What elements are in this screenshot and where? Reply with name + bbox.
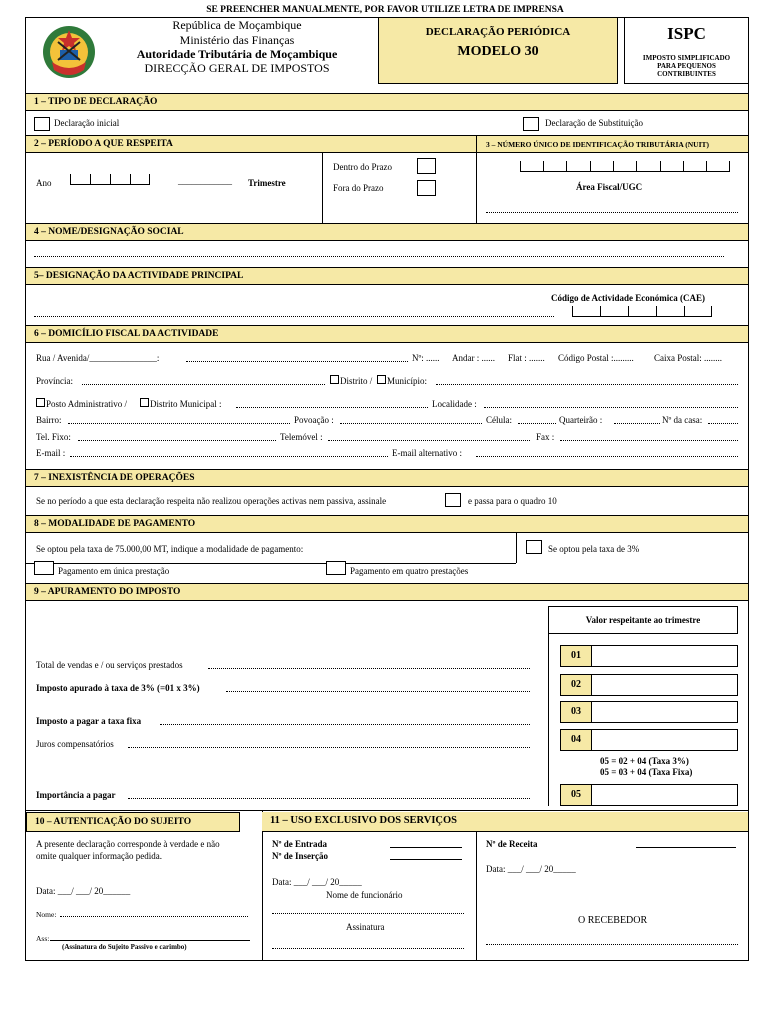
ispc-title: ISPC <box>667 24 706 43</box>
line-01-number: 01 <box>560 645 592 667</box>
mobile-field[interactable] <box>328 440 530 441</box>
section-11-title-box <box>262 812 748 832</box>
quarter-value-label: Valor respeitante ao trimestre <box>585 615 701 625</box>
no-operations-text2: e passa para o quadro 10 <box>468 496 557 506</box>
quarter-value-header <box>548 606 738 634</box>
email-label: E-mail : <box>36 448 66 458</box>
line-05-number: 05 <box>560 784 592 806</box>
tax-3pct-leader <box>226 691 530 692</box>
line-03-number: 03 <box>560 701 592 723</box>
section-10-title: 10 – AUTENTICAÇÃO DO SUJEITO <box>35 817 192 827</box>
section-8-title: 8 – MODALIDADE DE PAGAMENTO <box>26 515 748 533</box>
interest-label: Juros compensatórios <box>36 739 114 749</box>
header-republic: República de Moçambique <box>172 18 302 32</box>
village-label: Povoação : <box>294 415 334 425</box>
bottom-rule <box>26 810 748 811</box>
section-8-divider <box>516 533 517 563</box>
admin-post-field[interactable] <box>236 407 428 408</box>
phone-label: Tel. Fixo: <box>36 432 71 442</box>
subject-date[interactable]: Data: ___/ ___/ 20______ <box>36 886 131 896</box>
fixed-tax-leader <box>160 724 530 725</box>
section-7-title: 7 – INEXISTÊNCIA DE OPERAÇÕES <box>26 469 748 487</box>
amount-payable-label: Importância a pagar <box>36 790 116 800</box>
year-label: Ano <box>36 178 52 188</box>
entry-number-field[interactable] <box>390 847 462 848</box>
locality-label: Localidade : <box>432 399 477 409</box>
line-02-number: 02 <box>560 674 592 696</box>
header-ministry: Ministério das Finanças <box>179 33 295 47</box>
officer-name-label: Nome de funcionário <box>326 890 403 900</box>
section-11-divider <box>476 832 477 961</box>
section-2-divider <box>322 153 323 223</box>
total-sales-label: Total de vendas e / ou serviços prestados <box>36 660 183 670</box>
district-label: Distrito / <box>340 376 373 386</box>
section-3-title: 3 – NÚMERO ÚNICO DE IDENTIFICAÇÃO TRIBUTÁRIA (NUIT) <box>486 140 710 149</box>
section-10-title-box <box>26 812 240 832</box>
subject-name-label: Nome: <box>36 910 57 919</box>
on-time-label: Dentro do Prazo <box>333 162 392 172</box>
admin-post-checkbox[interactable] <box>36 398 45 407</box>
line-01-value[interactable] <box>592 645 738 667</box>
substitution-declaration-label: Declaração de Substituição <box>545 118 643 128</box>
line-04-number: 04 <box>560 729 592 751</box>
declaration-title: DECLARAÇÃO PERIÓDICA <box>425 26 571 38</box>
house-number-label: Nº da casa: <box>662 415 703 425</box>
tax-3pct-label: Imposto apurado à taxa de 3% (=01 x 3%) <box>36 683 200 693</box>
rate-3pct-label: Se optou pela taxa de 3% <box>548 544 640 554</box>
receipt-number-label: Nº de Receita <box>486 839 538 849</box>
services-date[interactable]: Data: ___/ ___/ 20_____ <box>272 877 362 887</box>
municipality-field[interactable] <box>436 384 738 385</box>
fiscal-area-label: Área Fiscal/UGC <box>576 182 643 192</box>
alt-email-label: E-mail alternativo : <box>392 448 462 458</box>
municipality-checkbox[interactable] <box>377 375 386 384</box>
single-payment-label: Pagamento em única prestação <box>58 566 170 576</box>
floor-label: Andar : ...... <box>452 353 495 363</box>
no-operations-checkbox[interactable] <box>445 493 461 507</box>
formula-fixed: 05 = 03 + 04 (Taxa Fixa) <box>600 767 693 777</box>
substitution-declaration-checkbox[interactable] <box>523 117 539 131</box>
on-time-checkbox[interactable] <box>417 158 436 174</box>
year-input[interactable] <box>70 174 150 185</box>
officer-signature-field[interactable] <box>272 948 464 949</box>
section-6-title: 6 – DOMICÍLIO FISCAL DA ACTIVIDADE <box>26 325 748 343</box>
authentication-text-2: omite qualquer informação pedida. <box>36 851 162 861</box>
block-field[interactable] <box>614 423 660 424</box>
fax-field[interactable] <box>560 440 738 441</box>
mobile-label: Telemóvel : <box>280 432 323 442</box>
single-payment-checkbox[interactable] <box>34 561 54 575</box>
flat-label: Flat : ....... <box>508 353 545 363</box>
cell-field[interactable] <box>518 423 556 424</box>
ispc-sub2: PARA PEQUENOS <box>657 62 716 70</box>
section-2-3-divider <box>476 135 477 223</box>
name-field[interactable] <box>34 256 724 257</box>
receiver-signature-field[interactable] <box>486 944 738 945</box>
four-payments-checkbox[interactable] <box>326 561 346 575</box>
section-2-title: 2 – PERÍODO A QUE RESPEITA <box>34 139 173 149</box>
initial-declaration-checkbox[interactable] <box>34 117 50 131</box>
receipt-date[interactable]: Data: ___/ ___/ 20_____ <box>486 864 576 874</box>
rate-3pct-checkbox[interactable] <box>526 540 542 554</box>
district-checkbox[interactable] <box>330 375 339 384</box>
fiscal-area-field[interactable] <box>486 212 738 213</box>
street-label: Rua / Avenida/_______________: <box>36 353 160 363</box>
postal-code-label: Código Postal :......... <box>558 353 634 363</box>
municipal-district-label: Distrito Municipal : <box>150 399 222 409</box>
cae-label: Código de Actividade Económica (CAE) <box>551 293 705 303</box>
province-label: Província: <box>36 376 73 386</box>
cae-input[interactable] <box>572 306 712 317</box>
municipal-district-checkbox[interactable] <box>140 398 149 407</box>
ispc-sub1: IMPOSTO SIMPLIFICADO <box>642 54 731 62</box>
no-operations-text: Se no período a que esta declaração respeita não realizou operações activas nem passiva, assinale <box>36 496 387 506</box>
line-05-value[interactable] <box>592 784 738 806</box>
activity-field[interactable] <box>34 316 554 317</box>
subject-signature-field[interactable] <box>50 940 250 941</box>
subject-signature-caption: (Assinatura do Sujeito Passivo e carimbo) <box>62 943 187 951</box>
section-10-11-divider <box>262 810 263 961</box>
province-field[interactable] <box>82 384 325 385</box>
number-label: Nº: ...... <box>412 353 440 363</box>
nuit-input[interactable] <box>520 161 730 172</box>
total-sales-leader <box>208 668 530 669</box>
section-9-divider <box>548 634 549 806</box>
receipt-number-field[interactable] <box>636 847 736 848</box>
subject-name-field[interactable] <box>60 916 248 917</box>
insertion-number-label: Nº de Inserção <box>272 851 328 861</box>
neighbourhood-field[interactable] <box>68 423 290 424</box>
street-field[interactable] <box>186 361 408 362</box>
ispc-sub3: CONTRIBUINTES <box>657 70 716 78</box>
subject-signature-label: Ass: <box>36 934 50 943</box>
line-02-value[interactable] <box>592 674 738 696</box>
cell-label: Célula: <box>486 415 512 425</box>
line-03-value[interactable] <box>592 701 738 723</box>
neighbourhood-label: Bairro: <box>36 415 62 425</box>
amount-payable-leader <box>128 798 530 799</box>
insertion-number-field[interactable] <box>390 859 462 860</box>
late-checkbox[interactable] <box>417 180 436 196</box>
ispc-box <box>624 17 749 84</box>
block-label: Quarteirão : <box>559 415 603 425</box>
model-number: MODELO 30 <box>457 44 539 59</box>
section-8-rule <box>26 563 516 564</box>
officer-name-field[interactable] <box>272 913 464 914</box>
interest-leader <box>128 747 530 748</box>
admin-post-label: Posto Administrativo / <box>46 399 128 409</box>
fax-label: Fax : <box>536 432 555 442</box>
fixed-tax-label: Imposto a pagar a taxa fixa <box>36 716 142 726</box>
municipality-label: Município: <box>387 376 427 386</box>
entry-number-label: Nº de Entrada <box>272 839 327 849</box>
four-payments-label: Pagamento em quatro prestações <box>350 566 469 576</box>
locality-field[interactable] <box>484 407 738 408</box>
email-field[interactable] <box>70 456 388 457</box>
alt-email-field[interactable] <box>476 456 738 457</box>
phone-field[interactable] <box>78 440 276 441</box>
payment-mode-text: Se optou pela taxa de 75.000,00 MT, indique a modalidade de pagamento: <box>36 544 304 554</box>
receiver-label: O RECEBEDOR <box>578 915 648 926</box>
header-direction: DIRECÇÃO GERAL DE IMPOSTOS <box>144 61 330 75</box>
section-5-title: 5– DESIGNAÇÃO DA ACTIVIDADE PRINCIPAL <box>26 267 748 285</box>
initial-declaration-label: Declaração inicial <box>54 118 120 128</box>
header-authority: Autoridade Tributária de Moçambique <box>136 47 338 61</box>
po-box-label: Caixa Postal: ........ <box>654 353 722 363</box>
top-notice: SE PREENCHER MANUALMENTE, POR FAVOR UTILIZE LETRA DE IMPRENSA <box>206 5 564 15</box>
formula-3pct: 05 = 02 + 04 (Taxa 3%) <box>600 756 689 766</box>
quarter-label: Trimestre <box>248 178 286 188</box>
section-1-title: 1 – TIPO DE DECLARAÇÃO <box>26 93 748 111</box>
village-field[interactable] <box>340 423 482 424</box>
section-11-title: 11 – USO EXCLUSIVO DOS SERVIÇOS <box>270 815 458 826</box>
coat-of-arms-icon <box>40 22 98 84</box>
late-label: Fora do Prazo <box>333 183 384 193</box>
officer-signature-label: Assinatura <box>346 922 385 932</box>
quarter-blank[interactable]: ____________ <box>178 176 232 186</box>
house-number-field[interactable] <box>708 423 738 424</box>
line-04-value[interactable] <box>592 729 738 751</box>
section-9-title: 9 – APURAMENTO DO IMPOSTO <box>26 583 748 601</box>
model-box <box>378 17 618 84</box>
authentication-text-1: A presente declaração corresponde à verdade e não <box>36 839 220 849</box>
section-4-title: 4 – NOME/DESIGNAÇÃO SOCIAL <box>26 223 748 241</box>
